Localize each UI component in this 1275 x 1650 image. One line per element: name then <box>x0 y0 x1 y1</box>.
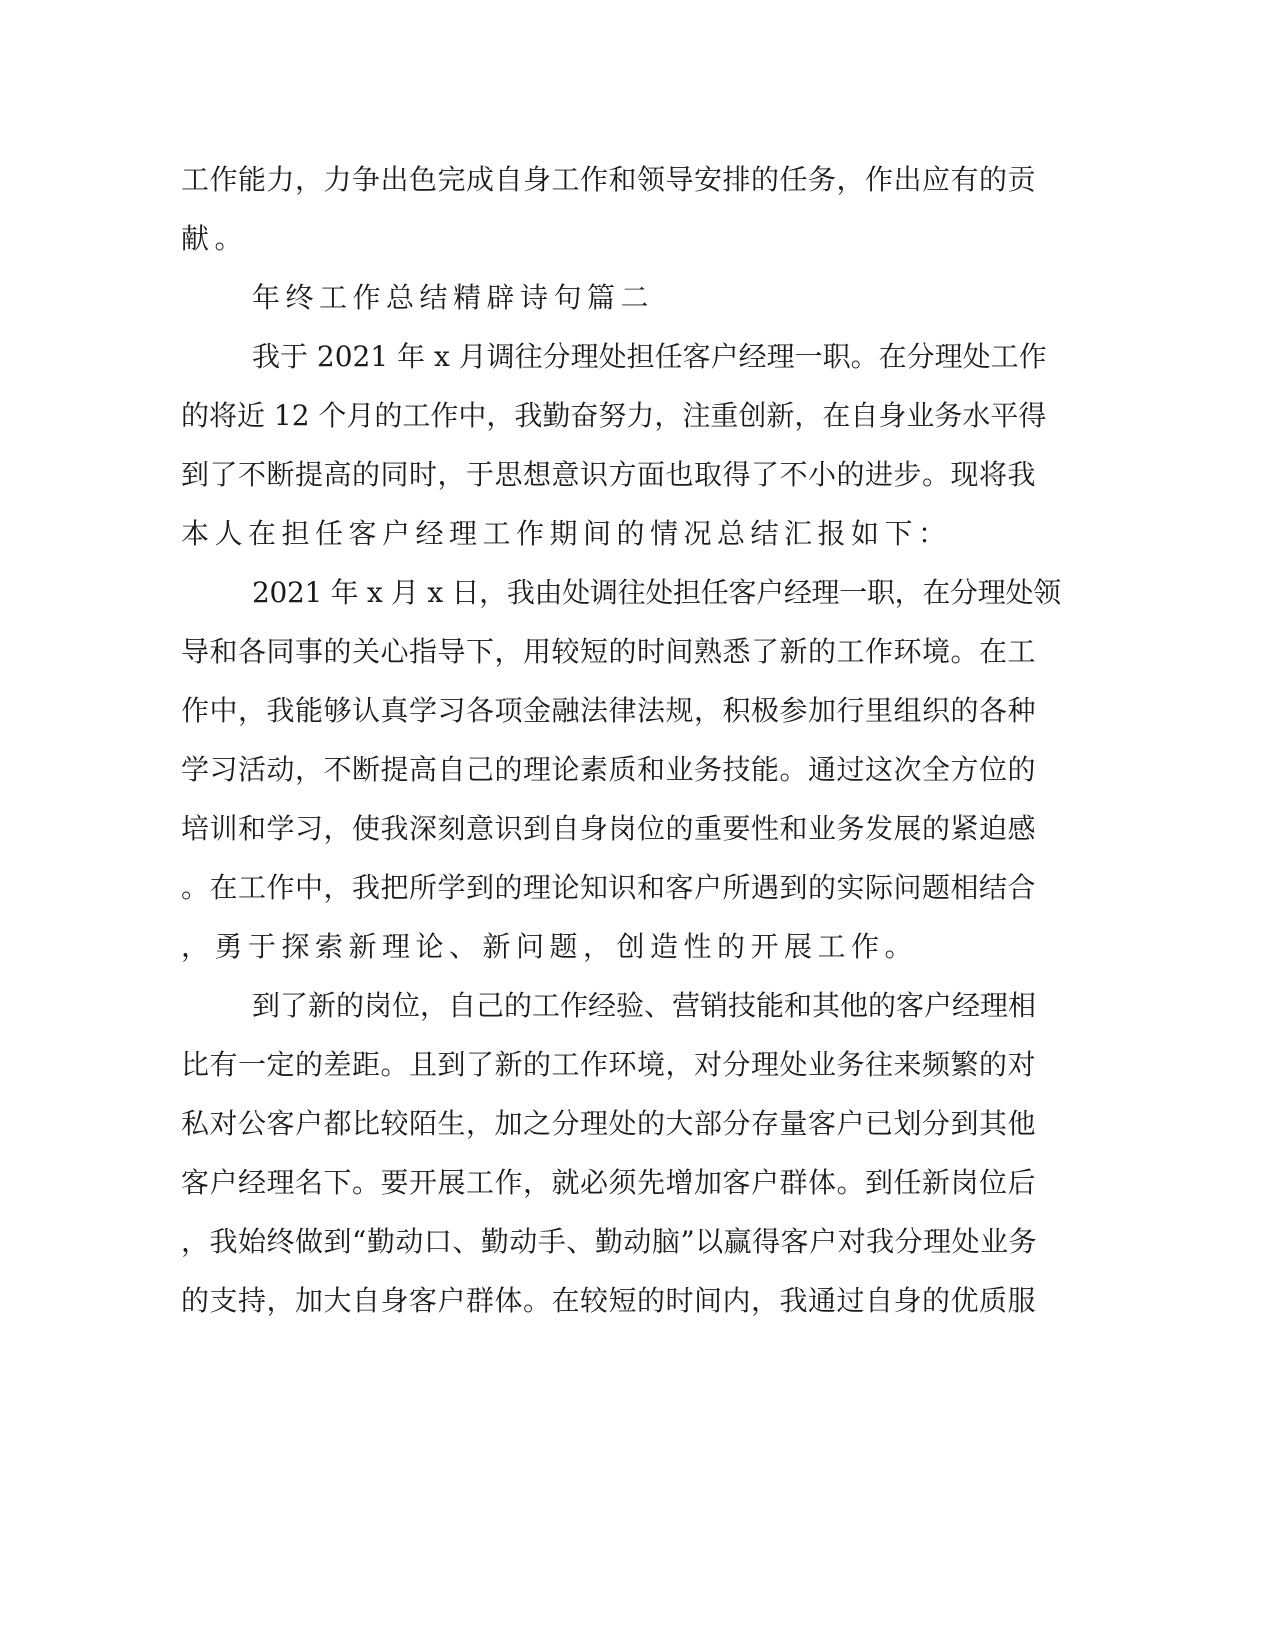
paragraph-2-line: 。在工作中，我把所学到的理论知识和客户所遇到的实际问题相结合 <box>181 871 1037 904</box>
section-heading: 年终工作总结精辟诗句篇二 <box>252 281 655 314</box>
paragraph-2-line: 导和各同事的关心指导下，用较短的时间熟悉了新的工作环境。在工 <box>181 635 1037 668</box>
paragraph-3-line: 私对公客户都比较陌生，加之分理处的大部分存量客户已划分到其他 <box>181 1107 1037 1140</box>
continuation-line: 献。 <box>181 222 249 255</box>
paragraph-3-line: 客户经理名下。要开展工作，就必须先增加客户群体。到任新岗位后 <box>181 1166 1037 1199</box>
paragraph-2-line: 作中，我能够认真学习各项金融法律法规，积极参加行里组织的各种 <box>181 694 1037 727</box>
paragraph-3-line: 的支持，加大自身客户群体。在较短的时间内，我通过自身的优质服 <box>181 1284 1037 1317</box>
paragraph-2-line: 培训和学习，使我深刻意识到自身岗位的重要性和业务发展的紧迫感 <box>181 812 1037 845</box>
paragraph-1-line: 到了不断提高的同时，于思想意识方面也取得了不小的进步。现将我 <box>181 458 1037 491</box>
paragraph-1-line: 的将近 12 个月的工作中，我勤奋努力，注重创新，在自身业务水平得 <box>181 399 1047 432</box>
paragraph-3-line: 到了新的岗位，自己的工作经验、营销技能和其他的客户经理相 <box>252 989 1037 1022</box>
paragraph-2-line: 2021 年 x 月 x 日，我由处调往处担任客户经理一职，在分理处领 <box>252 576 1061 609</box>
continuation-line: 工作能力，力争出色完成自身工作和领导安排的任务，作出应有的贡 <box>181 163 1037 196</box>
paragraph-1-line: 我于 2021 年 x 月调往分理处担任客户经理一职。在分理处工作 <box>252 340 1047 373</box>
paragraph-1-line: 本人在担任客户经理工作期间的情况总结汇报如下： <box>181 517 952 550</box>
paragraph-3-line: 比有一定的差距。且到了新的工作环境，对分理处业务往来频繁的对 <box>181 1048 1037 1081</box>
paragraph-2-line: ，勇于探索新理论、新问题，创造性的开展工作。 <box>181 930 919 963</box>
paragraph-2-line: 学习活动，不断提高自己的理论素质和业务技能。通过这次全方位的 <box>181 753 1037 786</box>
paragraph-3-line: ，我始终做到“勤动口、勤动手、勤动脑”以赢得客户对我分理处业务 <box>181 1225 1038 1258</box>
